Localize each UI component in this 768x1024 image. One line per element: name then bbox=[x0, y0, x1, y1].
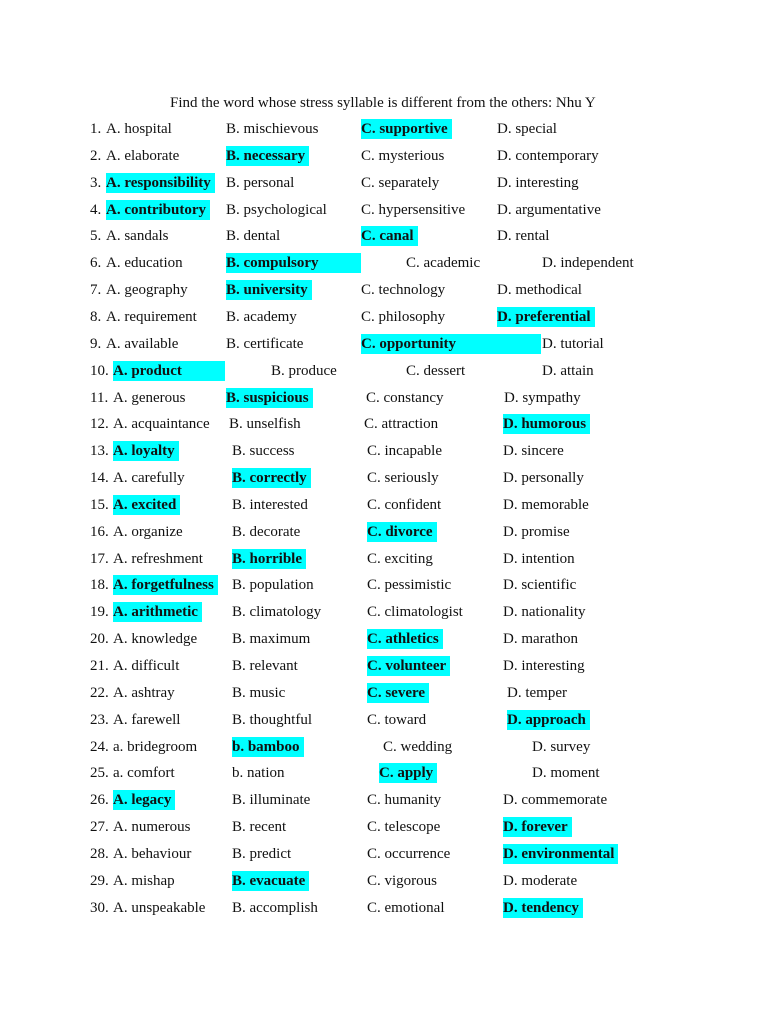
option-d: D. promise bbox=[503, 523, 570, 540]
option-b-answer: B. necessary bbox=[226, 146, 309, 166]
option-a-answer: A. legacy bbox=[113, 790, 175, 810]
option-c: C. pessimistic bbox=[367, 577, 452, 594]
option-a: A. requirement bbox=[106, 308, 197, 325]
option-c: C. emotional bbox=[367, 899, 445, 916]
option-d: D. sympathy bbox=[504, 389, 581, 406]
option-d-answer: D. forever bbox=[503, 817, 572, 837]
question-number: 23. bbox=[90, 711, 109, 728]
option-b-answer: B. evacuate bbox=[232, 871, 309, 891]
option-a: A. organize bbox=[113, 523, 183, 540]
option-a: A. refreshment bbox=[113, 550, 203, 567]
option-c: C. climatologist bbox=[367, 604, 463, 621]
option-b: B. illuminate bbox=[232, 792, 311, 809]
option-b: B. decorate bbox=[232, 523, 301, 540]
option-c: C. dessert bbox=[406, 362, 466, 379]
option-a: A. difficult bbox=[113, 658, 180, 674]
question-number: 9. bbox=[90, 335, 102, 352]
question-number: 25. bbox=[90, 765, 109, 782]
question-number: 26. bbox=[90, 792, 109, 809]
option-d: D. moment bbox=[532, 765, 600, 782]
option-b: b. nation bbox=[232, 765, 285, 782]
option-c-answer: C. volunteer bbox=[367, 656, 450, 676]
option-d: D. marathon bbox=[503, 631, 578, 648]
option-c: C. incapable bbox=[367, 443, 442, 460]
option-d: D. survey bbox=[532, 738, 591, 755]
option-a-answer: A. responsibility bbox=[106, 173, 215, 193]
option-a-answer: A. arithmetic bbox=[113, 602, 202, 622]
option-b: B. climatology bbox=[232, 604, 322, 621]
option-b: B. interested bbox=[232, 496, 308, 513]
option-a: A. elaborate bbox=[106, 147, 180, 164]
option-c: C. seriously bbox=[367, 470, 439, 487]
option-c: C. philosophy bbox=[361, 308, 446, 325]
question-number: 27. bbox=[90, 819, 109, 836]
option-d: D. commemorate bbox=[503, 792, 608, 809]
question-number: 16. bbox=[90, 523, 109, 540]
option-b: B. produce bbox=[271, 362, 337, 379]
option-c: C. confident bbox=[367, 496, 442, 513]
option-c: C. separately bbox=[361, 174, 440, 191]
option-a: A. hospital bbox=[106, 121, 172, 137]
question-number: 14. bbox=[90, 470, 109, 487]
option-b: B. music bbox=[232, 684, 286, 701]
option-c: C. mysterious bbox=[361, 147, 445, 164]
option-b-answer: B. suspicious bbox=[226, 388, 313, 408]
question-number: 6. bbox=[90, 255, 102, 272]
page-title: Find the word whose stress syllable is different from the others: Nhu Y bbox=[170, 95, 596, 111]
option-d: D. attain bbox=[542, 362, 594, 379]
option-d: D. rental bbox=[497, 228, 550, 245]
option-d: D. sincere bbox=[503, 443, 564, 460]
option-b: B. certificate bbox=[226, 335, 304, 352]
option-a-answer: A. contributory bbox=[106, 200, 210, 220]
option-d: D. special bbox=[497, 121, 557, 137]
option-a: A. acquaintance bbox=[113, 416, 210, 433]
option-d: D. moderate bbox=[503, 872, 578, 889]
option-b: B. psychological bbox=[226, 201, 327, 218]
option-c: C. exciting bbox=[367, 550, 433, 567]
option-d-answer: D. environmental bbox=[503, 844, 618, 864]
option-d: D. argumentative bbox=[497, 201, 601, 218]
question-number: 2. bbox=[90, 147, 102, 164]
question-number: 17. bbox=[90, 550, 109, 567]
option-d-answer: D. preferential bbox=[497, 307, 595, 327]
option-b: B. maximum bbox=[232, 631, 311, 648]
option-c: C. attraction bbox=[364, 416, 439, 433]
option-c: C. toward bbox=[367, 711, 427, 728]
question-number: 8. bbox=[90, 308, 102, 325]
option-b: B. academy bbox=[226, 308, 297, 325]
option-d-answer: D. humorous bbox=[503, 414, 590, 434]
option-a: A. behaviour bbox=[113, 845, 192, 862]
question-number: 13. bbox=[90, 443, 109, 460]
option-c: C. telescope bbox=[367, 819, 441, 836]
option-b: B. unselfish bbox=[229, 416, 301, 433]
option-d: D. scientific bbox=[503, 577, 577, 594]
option-a: A. carefully bbox=[113, 470, 185, 487]
option-d: D. intention bbox=[503, 550, 575, 567]
option-c: C. occurrence bbox=[367, 845, 451, 862]
option-d: D. personally bbox=[503, 470, 584, 487]
option-c: C. humanity bbox=[367, 792, 442, 809]
option-d: D. interesting bbox=[503, 658, 585, 674]
option-d: D. interesting bbox=[497, 174, 579, 191]
option-b: B. relevant bbox=[232, 658, 298, 674]
option-c-answer: C. divorce bbox=[367, 522, 437, 542]
option-b-answer: B. horrible bbox=[232, 549, 306, 569]
option-b-answer: B. compulsory bbox=[226, 253, 361, 273]
option-b: B. thoughtful bbox=[232, 711, 313, 728]
option-a-answer: A. excited bbox=[113, 495, 180, 515]
option-b: B. accomplish bbox=[232, 899, 318, 916]
option-b: B. success bbox=[232, 443, 295, 460]
question-number: 15. bbox=[90, 496, 109, 513]
option-b-answer: b. bamboo bbox=[232, 737, 304, 757]
option-d: D. temper bbox=[507, 684, 567, 701]
question-number: 12. bbox=[90, 416, 109, 433]
question-number: 22. bbox=[90, 684, 109, 701]
option-b: B. dental bbox=[226, 228, 281, 245]
option-b-answer: B. correctly bbox=[232, 468, 311, 488]
option-a: A. geography bbox=[106, 282, 188, 299]
question-number: 10. bbox=[90, 362, 109, 379]
option-c: C. technology bbox=[361, 282, 446, 299]
question-number: 18. bbox=[90, 577, 109, 594]
option-c: C. vigorous bbox=[367, 872, 438, 889]
option-a: A. farewell bbox=[113, 711, 181, 728]
option-b: B. predict bbox=[232, 845, 292, 862]
option-d-answer: D. tendency bbox=[503, 898, 583, 918]
question-number: 20. bbox=[90, 631, 109, 648]
option-a: a. bridegroom bbox=[113, 738, 198, 755]
option-d: D. nationality bbox=[503, 604, 586, 621]
option-d: D. contemporary bbox=[497, 147, 599, 164]
question-number: 7. bbox=[90, 282, 102, 299]
option-b-answer: B. university bbox=[226, 280, 312, 300]
question-number: 24. bbox=[90, 738, 109, 755]
option-b: B. personal bbox=[226, 174, 295, 191]
option-a: A. mishap bbox=[113, 872, 175, 889]
option-c-answer: C. supportive bbox=[361, 119, 452, 139]
option-c: C. wedding bbox=[383, 738, 453, 755]
option-c: C. constancy bbox=[366, 389, 444, 406]
option-c-answer: C. severe bbox=[367, 683, 429, 703]
question-number: 3. bbox=[90, 174, 102, 191]
question-number: 28. bbox=[90, 845, 109, 862]
option-a: A. sandals bbox=[106, 228, 169, 245]
option-b: B. mischievous bbox=[226, 121, 319, 137]
option-a-answer: A. forgetfulness bbox=[113, 575, 218, 595]
option-c-answer: C. apply bbox=[379, 763, 437, 783]
question-number: 1. bbox=[90, 121, 102, 137]
question-number: 5. bbox=[90, 228, 102, 245]
question-number: 19. bbox=[90, 604, 109, 621]
question-number: 30. bbox=[90, 899, 109, 916]
option-c-answer: C. opportunity bbox=[361, 334, 541, 354]
option-a: A. education bbox=[106, 255, 183, 272]
option-a-answer: A. product bbox=[113, 361, 225, 381]
option-c: C. academic bbox=[406, 255, 481, 272]
option-d: D. independent bbox=[542, 255, 634, 272]
question-number: 29. bbox=[90, 872, 109, 889]
option-a: a. comfort bbox=[113, 765, 175, 782]
option-a: A. unspeakable bbox=[113, 899, 206, 916]
option-c-answer: C. canal bbox=[361, 226, 418, 246]
option-d: D. methodical bbox=[497, 282, 582, 299]
option-d: D. tutorial bbox=[542, 335, 604, 352]
option-c-answer: C. athletics bbox=[367, 629, 443, 649]
option-a: A. numerous bbox=[113, 819, 191, 836]
option-a: A. available bbox=[106, 335, 179, 352]
option-c: C. hypersensitive bbox=[361, 201, 466, 218]
option-a: A. generous bbox=[113, 389, 186, 406]
option-a-answer: A. loyalty bbox=[113, 441, 179, 461]
option-b: B. population bbox=[232, 577, 314, 594]
question-number: 11. bbox=[90, 389, 109, 406]
option-a: A. ashtray bbox=[113, 684, 175, 701]
option-a: A. knowledge bbox=[113, 631, 198, 648]
option-b: B. recent bbox=[232, 819, 287, 836]
question-number: 21. bbox=[90, 658, 109, 674]
question-number: 4. bbox=[90, 201, 102, 218]
option-d-answer: D. approach bbox=[507, 710, 590, 730]
option-d: D. memorable bbox=[503, 496, 589, 513]
